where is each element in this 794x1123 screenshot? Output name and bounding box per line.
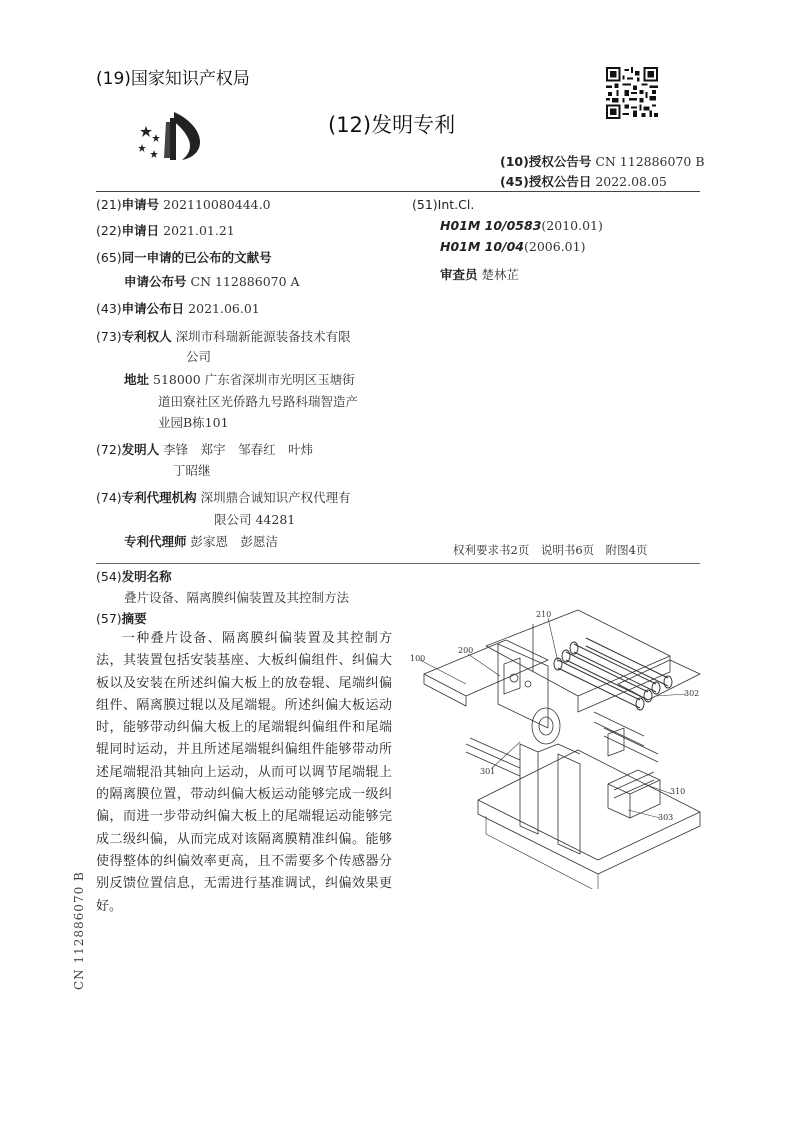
grant-pub-date-value: 2022.08.05 — [595, 174, 667, 189]
invention-title-code: (54) — [96, 569, 122, 584]
page-counts: 权利要求书2页 说明书6页 附图4页 — [453, 543, 648, 557]
abstract-heading — [96, 607, 147, 630]
figure-label-303: 303 — [658, 813, 674, 822]
agency-code: (74) — [96, 490, 122, 505]
agent-label: 专利代理师 — [124, 534, 187, 549]
ipc-class-1-code: H01M 10/0583 — [440, 218, 542, 233]
inventors-label: 发明人 — [121, 442, 160, 457]
figure-label-302: 302 — [684, 689, 700, 698]
representative-drawing — [408, 604, 708, 889]
address — [124, 368, 355, 391]
patentee-value: 深圳市科瑞新能源装备技术有限 — [175, 329, 351, 344]
app-pub-date — [96, 297, 260, 320]
figure-label-100: 100 — [410, 654, 426, 663]
agency — [96, 486, 351, 509]
grant-pub-number-value: CN 112886070 B — [595, 154, 705, 169]
ipc-class-2-code: H01M 10/04 — [440, 239, 525, 254]
agent-value: 彭家恩 彭愿洁 — [190, 534, 279, 549]
app-pub-date-label: 申请公布日 — [121, 301, 185, 316]
patentee-code: (73) — [96, 329, 122, 344]
app-pub-number-value: CN 112886070 A — [190, 274, 300, 289]
examiner-value: 楚林芷 — [481, 267, 520, 282]
address-label: 地址 — [124, 372, 150, 387]
app-number-code: (21) — [96, 197, 122, 212]
grant-pub-date-label: (45)授权公告日 — [500, 174, 592, 189]
office-logo-icon — [130, 108, 210, 164]
header-rule — [96, 191, 700, 192]
app-pub-number-label: 申请公布号 — [124, 274, 187, 289]
int-cl — [412, 193, 474, 216]
patentee — [96, 325, 351, 348]
inventors — [96, 438, 313, 461]
figure-label-210: 210 — [536, 610, 552, 619]
qr-code-icon — [606, 67, 658, 119]
address-line2: 道田寮社区光侨路九号路科瑞智造产 — [158, 394, 359, 409]
grant-pub-number-label: (10)授权公告号 — [500, 154, 592, 169]
address-line3: 业园B栋101 — [158, 415, 229, 430]
ipc-class-1 — [440, 214, 603, 237]
abstract-label: 摘要 — [121, 611, 147, 626]
prior-pub-code: (65) — [96, 250, 122, 265]
patentee-value-cont: 公司 — [186, 349, 212, 364]
app-number-value: 202110080444.0 — [163, 197, 271, 212]
app-pub-number — [124, 270, 300, 293]
prior-pub-label: 同一申请的已公布的文献号 — [121, 250, 272, 265]
examiner-label: 审查员 — [440, 267, 478, 282]
abstract-code: (57) — [96, 611, 122, 626]
app-pub-date-code: (43) — [96, 301, 122, 316]
app-date — [96, 219, 235, 242]
app-date-code: (22) — [96, 223, 122, 238]
invention-title-heading — [96, 565, 172, 588]
agency-line2: 限公司 44281 — [214, 512, 296, 527]
issuing-office: (19)国家知识产权局 — [96, 69, 250, 89]
address-line1: 518000 广东省深圳市光明区玉塘街 — [153, 372, 355, 387]
document-type: (12)发明专利 — [328, 113, 456, 137]
side-publication-number: CN 112886070 B — [72, 871, 86, 990]
inventors-code: (72) — [96, 442, 122, 457]
abstract-text: 一种叠片设备、隔离膜纠偏装置及其控制方法，其装置包括安装基座、大板纠偏组件、纠偏大板以及安装在所述纠偏大板上的放卷辊、尾端纠偏组件、隔离膜过辊以及尾端辊。所述纠偏大板运动时，能够带动纠偏大板上的尾端辊纠偏组件和尾端辊同时运动，并且所述尾端辊纠偏组件能够带动所述尾端辊沿其轴向上运动，从而可以调节尾端辊上的隔离膜位置，带动纠偏大板运动能够完成一级纠偏，而进一步带动纠偏大板上的尾端辊运动能够完成二级纠偏，从而完成对该隔离膜精准纠偏。能够使得整体的纠偏效率更高，且不需要多个传感器分别反馈位置信息，无需进行基准调试，纠偏效果更好。 — [96, 631, 392, 914]
section-rule — [96, 563, 700, 564]
agency-label: 专利代理机构 — [121, 490, 197, 505]
int-cl-code: (51) — [412, 197, 438, 212]
figure-label-200: 200 — [458, 646, 474, 655]
app-pub-date-value: 2021.06.01 — [188, 301, 260, 316]
figure-label-310: 310 — [670, 787, 686, 796]
app-date-value: 2021.01.21 — [163, 223, 235, 238]
invention-title: 叠片设备、隔离膜纠偏装置及其控制方法 — [124, 590, 350, 605]
figure-label-301: 301 — [480, 767, 496, 776]
prior-publication — [96, 246, 272, 269]
inventors-line1: 李锋 郑宇 邹春红 叶炜 — [163, 442, 314, 457]
patentee-label: 专利权人 — [121, 329, 172, 344]
ipc-class-2 — [440, 235, 585, 258]
ipc-class-1-version: (2010.01) — [541, 218, 603, 233]
agency-line1: 深圳鼎合诚知识产权代理有 — [200, 490, 351, 505]
invention-title-label: 发明名称 — [121, 569, 172, 584]
agent — [124, 530, 278, 553]
app-date-label: 申请日 — [121, 223, 160, 238]
ipc-class-2-version: (2006.01) — [524, 239, 586, 254]
inventors-line2: 丁昭继 — [173, 463, 211, 478]
grant-pub-date — [500, 170, 667, 193]
int-cl-label: Int.Cl. — [437, 197, 475, 212]
app-number — [96, 193, 271, 216]
app-number-label: 申请号 — [121, 197, 160, 212]
examiner — [440, 263, 519, 286]
